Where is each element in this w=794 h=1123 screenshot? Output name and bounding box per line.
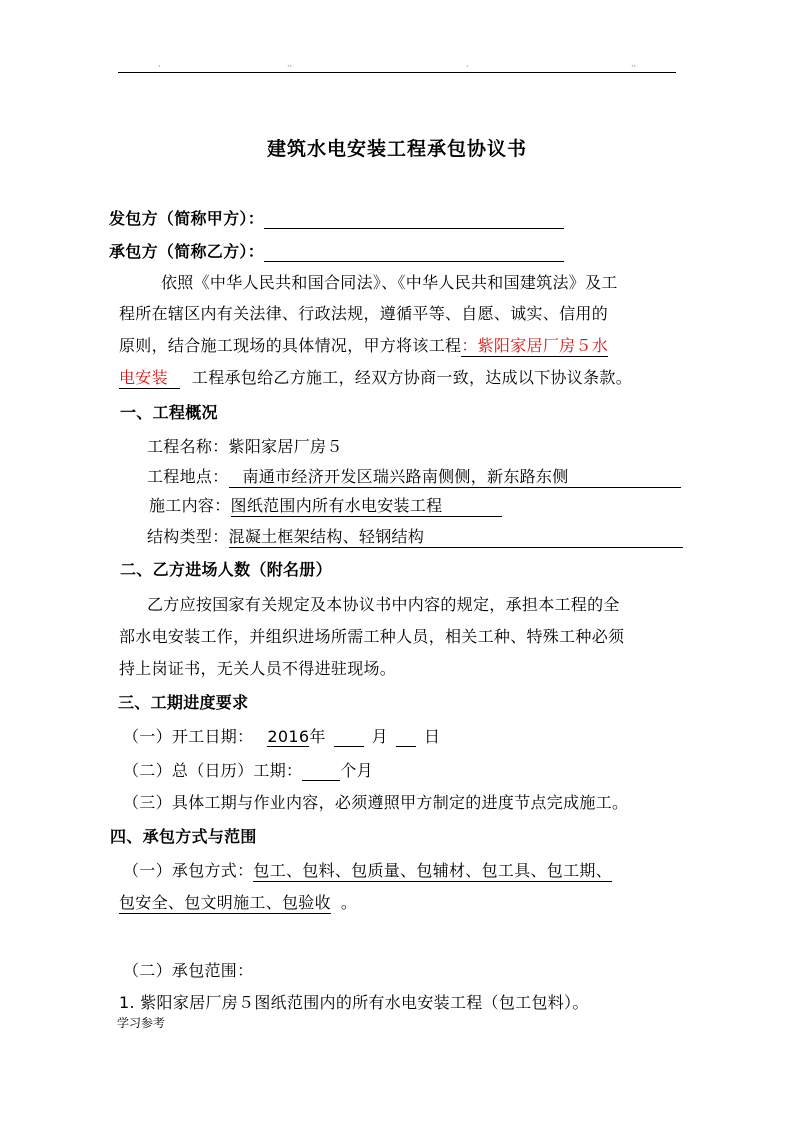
structure-type-value: 混凝土框架结构、轻钢结构 <box>229 524 683 548</box>
schedule-line: （三）具体工期与作业内容，必须遵照甲方制定的进度节点完成施工。 <box>123 793 629 812</box>
intro-line: 依照《中华人民共和国合同法》、《中华人民共和国建筑法》及工 <box>161 273 618 292</box>
project-name-highlight: 电安装 <box>119 365 180 389</box>
start-month-field[interactable] <box>334 730 364 747</box>
scope-item: 1. 紫阳家居厂房５图纸范围内的所有水电安装工程（包工包料）。 <box>119 993 589 1012</box>
intro-text: 工程承包给乙方施工，经双方协商一致，达成以下协议条款。 <box>191 368 633 387</box>
section-heading: 三、工期进度要求 <box>118 693 249 712</box>
construction-content-value: 图纸范围内所有水电安装工程 <box>231 493 502 517</box>
unit-label: 日 <box>423 727 441 746</box>
start-date-row <box>123 724 440 747</box>
intro-text: 原则，结合施工现场的具体情况，甲方将该工程 <box>119 336 462 355</box>
section-heading: 四、承包方式与范围 <box>110 827 257 846</box>
field-label: （一）承包方式： <box>123 861 254 880</box>
project-name-row <box>147 434 343 457</box>
section-heading: 二、乙方进场人数（附名册） <box>120 560 332 579</box>
section-heading: 一、工程概况 <box>120 403 218 422</box>
header-mark: ·· <box>287 62 293 71</box>
scope-label: （二）承包范围： <box>123 961 254 980</box>
intro-line <box>119 333 608 357</box>
project-name-highlight: ：紫阳家居厂房５水 <box>461 333 608 357</box>
field-label: 结构类型： <box>147 527 229 546</box>
start-year-value[interactable]: 2016 <box>267 727 310 746</box>
party-a-label: 发包方（简称甲方）： <box>109 209 265 228</box>
party-a-field[interactable] <box>264 210 564 229</box>
unit-label: 个月 <box>340 761 373 780</box>
project-location-value: 南通市经济开发区瑞兴路南侧侧，新东路东侧 <box>229 464 681 488</box>
header-mark: · <box>466 62 469 71</box>
field-label: 工程名称： <box>147 437 229 456</box>
field-label: （二）总（日历）工期： <box>123 761 303 780</box>
paragraph-line: 部水电安装工作，并组织进场所需工种人员，相关工种、特殊工种必须 <box>119 627 625 646</box>
party-a-row <box>109 206 564 229</box>
construction-content-row <box>149 493 502 517</box>
contract-mode-value: 包工、包料、包质量、包辅材、包工具、包工期、 <box>253 858 612 882</box>
contract-mode-row <box>123 858 612 882</box>
punctuation: 。 <box>340 893 358 912</box>
duration-row <box>123 758 373 781</box>
field-label: （一）开工日期： <box>123 727 254 746</box>
paragraph-line: 乙方应按国家有关规定及本协议书中内容的规定，承担本工程的全 <box>147 595 620 614</box>
project-location-row <box>147 464 691 488</box>
project-name-value: 紫阳家居厂房５ <box>228 437 343 456</box>
start-day-field[interactable] <box>396 730 416 747</box>
unit-label: 月 <box>371 727 388 746</box>
party-b-row <box>109 239 564 262</box>
header-mark: ·· <box>631 62 637 71</box>
footer-text: 学习参考 <box>117 1016 166 1030</box>
party-b-field[interactable] <box>264 243 564 262</box>
party-b-label: 承包方（简称乙方）： <box>109 242 265 261</box>
document-title: 建筑水电安装工程承包协议书 <box>266 138 527 160</box>
contract-mode-value: 包安全、包文明施工、包验收 <box>119 890 331 914</box>
contract-mode-row <box>119 890 357 914</box>
duration-field[interactable] <box>302 764 340 781</box>
intro-line: 程所在辖区内有关法律、行政法规，遵循平等、自愿、诚实、信用的 <box>119 304 609 323</box>
field-label: 施工内容： <box>149 496 231 515</box>
structure-type-row <box>147 524 683 548</box>
field-label: 工程地点： <box>147 467 229 486</box>
header-rule <box>118 72 676 73</box>
paragraph-line: 持上岗证书，无关人员不得进驻现场。 <box>119 659 397 678</box>
header-mark: · <box>158 62 161 71</box>
unit-label: 年 <box>309 727 326 746</box>
intro-line <box>119 365 632 389</box>
